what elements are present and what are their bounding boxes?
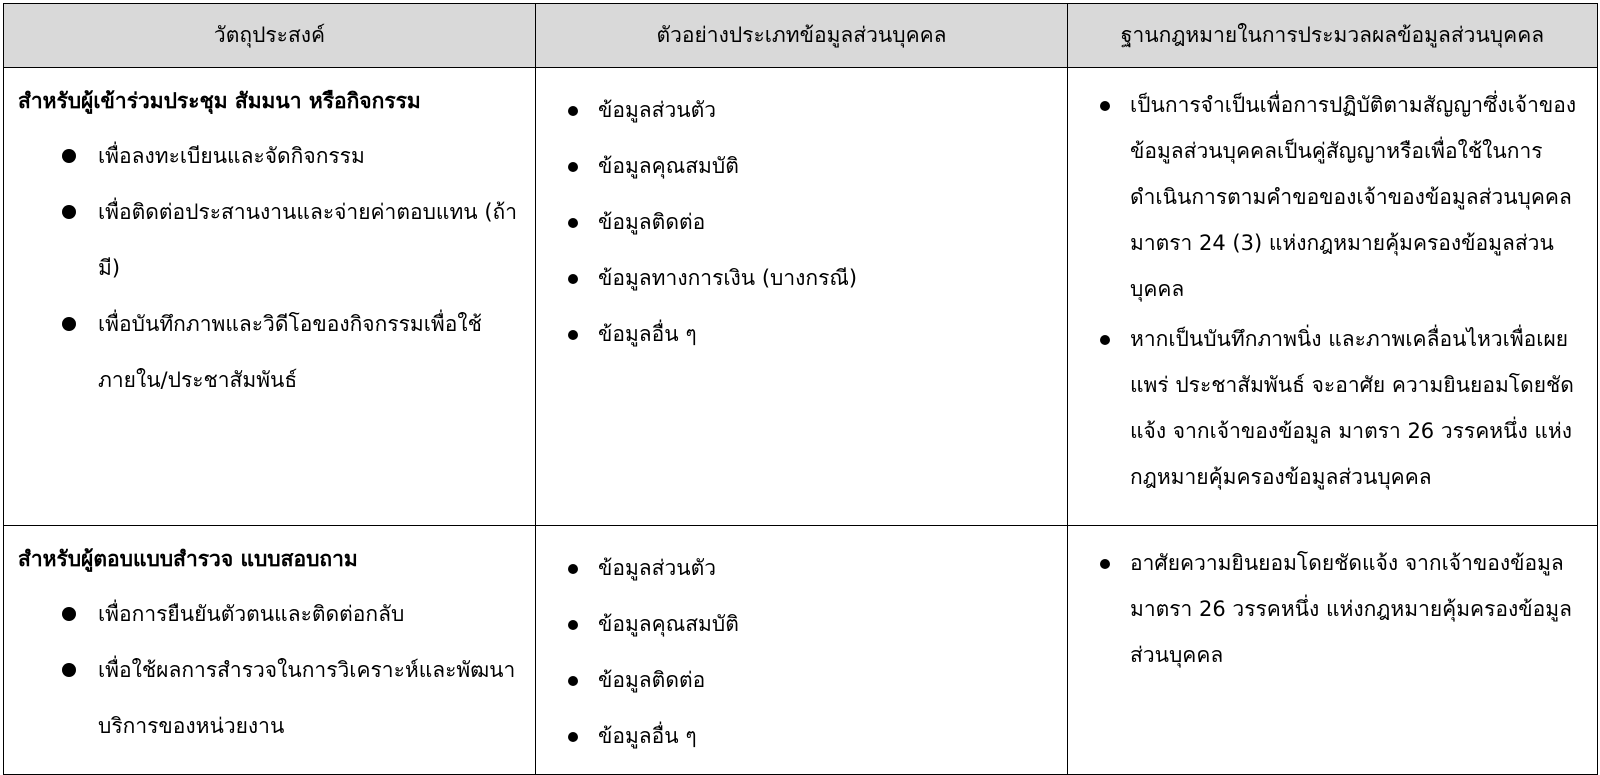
bullet-icon [62,205,76,219]
legal-basis-list [1082,82,1583,500]
bullet-icon [1100,559,1110,569]
data-type-text: ข้อมูลคุณสมบัติ [598,612,739,636]
data-type-text: ข้อมูลส่วนตัว [598,98,717,122]
group-title: สำหรับผู้เข้าร่วมประชุม สัมมนา หรือกิจกรรม [18,89,421,113]
legal-basis-cell [1068,68,1598,526]
list-item [564,708,1053,764]
data-type-text: ข้อมูลทางการเงิน (บางกรณี) [598,266,858,290]
list-item [564,652,1053,708]
purpose-list [18,128,521,408]
list-item [564,138,1053,194]
list-item [62,184,521,296]
bullet-icon [62,149,76,163]
data-type-text: ข้อมูลคุณสมบัติ [598,154,739,178]
data-type-text: ข้อมูลติดต่อ [598,668,706,692]
header-legal-basis: ฐานกฎหมายในการประมวลผลข้อมูลส่วนบุคคล [1068,4,1598,68]
bullet-icon [568,732,578,742]
list-item [564,82,1053,138]
bullet-icon [568,162,578,172]
table-row [4,68,1598,526]
data-types-cell [536,526,1068,775]
data-type-text: ข้อมูลอื่น ๆ [598,724,697,748]
legal-basis-cell [1068,526,1598,775]
bullet-icon [568,274,578,284]
purpose-list [18,586,521,754]
list-item [62,642,521,754]
legal-basis-text: หากเป็นบันทึกภาพนิ่ง และภาพเคลื่อนไหวเพื่อเผยแพร่ ประชาสัมพันธ์ จะอาศัย ความยินยอมโดยชัดแจ้ง จากเจ้าของข้อมูล มาตรา 26 วรรคหนึ่ง แห่งกฎหมายคุ้มครองข้อมูลส่วนบุคคล [1130,327,1574,489]
header-purpose: วัตถุประสงค์ [4,4,536,68]
data-type-text: ข้อมูลอื่น ๆ [598,322,697,346]
bullet-icon [568,564,578,574]
data-type-text: ข้อมูลติดต่อ [598,210,706,234]
bullet-icon [1100,335,1110,345]
group-title: สำหรับผู้ตอบแบบสำรวจ แบบสอบถาม [18,547,358,571]
list-item [564,540,1053,596]
bullet-icon [62,607,76,621]
legal-basis-text: อาศัยความยินยอมโดยชัดแจ้ง จากเจ้าของข้อมูล มาตรา 26 วรรคหนึ่ง แห่งกฎหมายคุ้มครองข้อมูลส่วนบุคคล [1130,551,1572,667]
list-item [564,306,1053,362]
table-row [4,526,1598,775]
purpose-text: เพื่อติดต่อประสานงานและจ่ายค่าตอบแทน (ถ้ามี) [98,200,518,280]
data-type-list [550,82,1053,362]
purpose-text: เพื่อใช้ผลการสำรวจในการวิเคราะห์และพัฒนาบริการของหน่วยงาน [98,658,516,738]
legal-basis-list [1082,540,1583,678]
purpose-text: เพื่อลงทะเบียนและจัดกิจกรรม [98,144,365,168]
personal-data-table [3,3,1598,775]
bullet-icon [62,317,76,331]
purpose-text: เพื่อบันทึกภาพและวิดีโอของกิจกรรมเพื่อใช้ภายใน/ประชาสัมพันธ์ [98,312,482,392]
list-item [1096,540,1583,678]
list-item [62,296,521,408]
bullet-icon [568,106,578,116]
bullet-icon [62,663,76,677]
bullet-icon [568,676,578,686]
data-types-cell [536,68,1068,526]
bullet-icon [568,218,578,228]
list-item [564,596,1053,652]
data-type-text: ข้อมูลส่วนตัว [598,556,717,580]
purpose-cell [4,526,536,775]
purpose-cell [4,68,536,526]
list-item [1096,316,1583,500]
purpose-text: เพื่อการยืนยันตัวตนและติดต่อกลับ [98,602,405,626]
data-type-list [550,540,1053,764]
bullet-icon [568,620,578,630]
list-item [564,194,1053,250]
legal-basis-text: เป็นการจำเป็นเพื่อการปฏิบัติตามสัญญาซึ่งเจ้าของข้อมูลส่วนบุคคลเป็นคู่สัญญาหรือเพื่อใช้ในการดำเนินการตามคำขอของเจ้าของข้อมูลส่วนบุคคล มาตรา 24 (3) แห่งกฎหมายคุ้มครองข้อมูลส่วนบุคคล [1130,93,1577,301]
bullet-icon [568,330,578,340]
table-header-row [4,4,1598,68]
list-item [564,250,1053,306]
list-item [62,586,521,642]
header-data-types: ตัวอย่างประเภทข้อมูลส่วนบุคคล [536,4,1068,68]
list-item [62,128,521,184]
list-item [1096,82,1583,312]
bullet-icon [1100,101,1110,111]
